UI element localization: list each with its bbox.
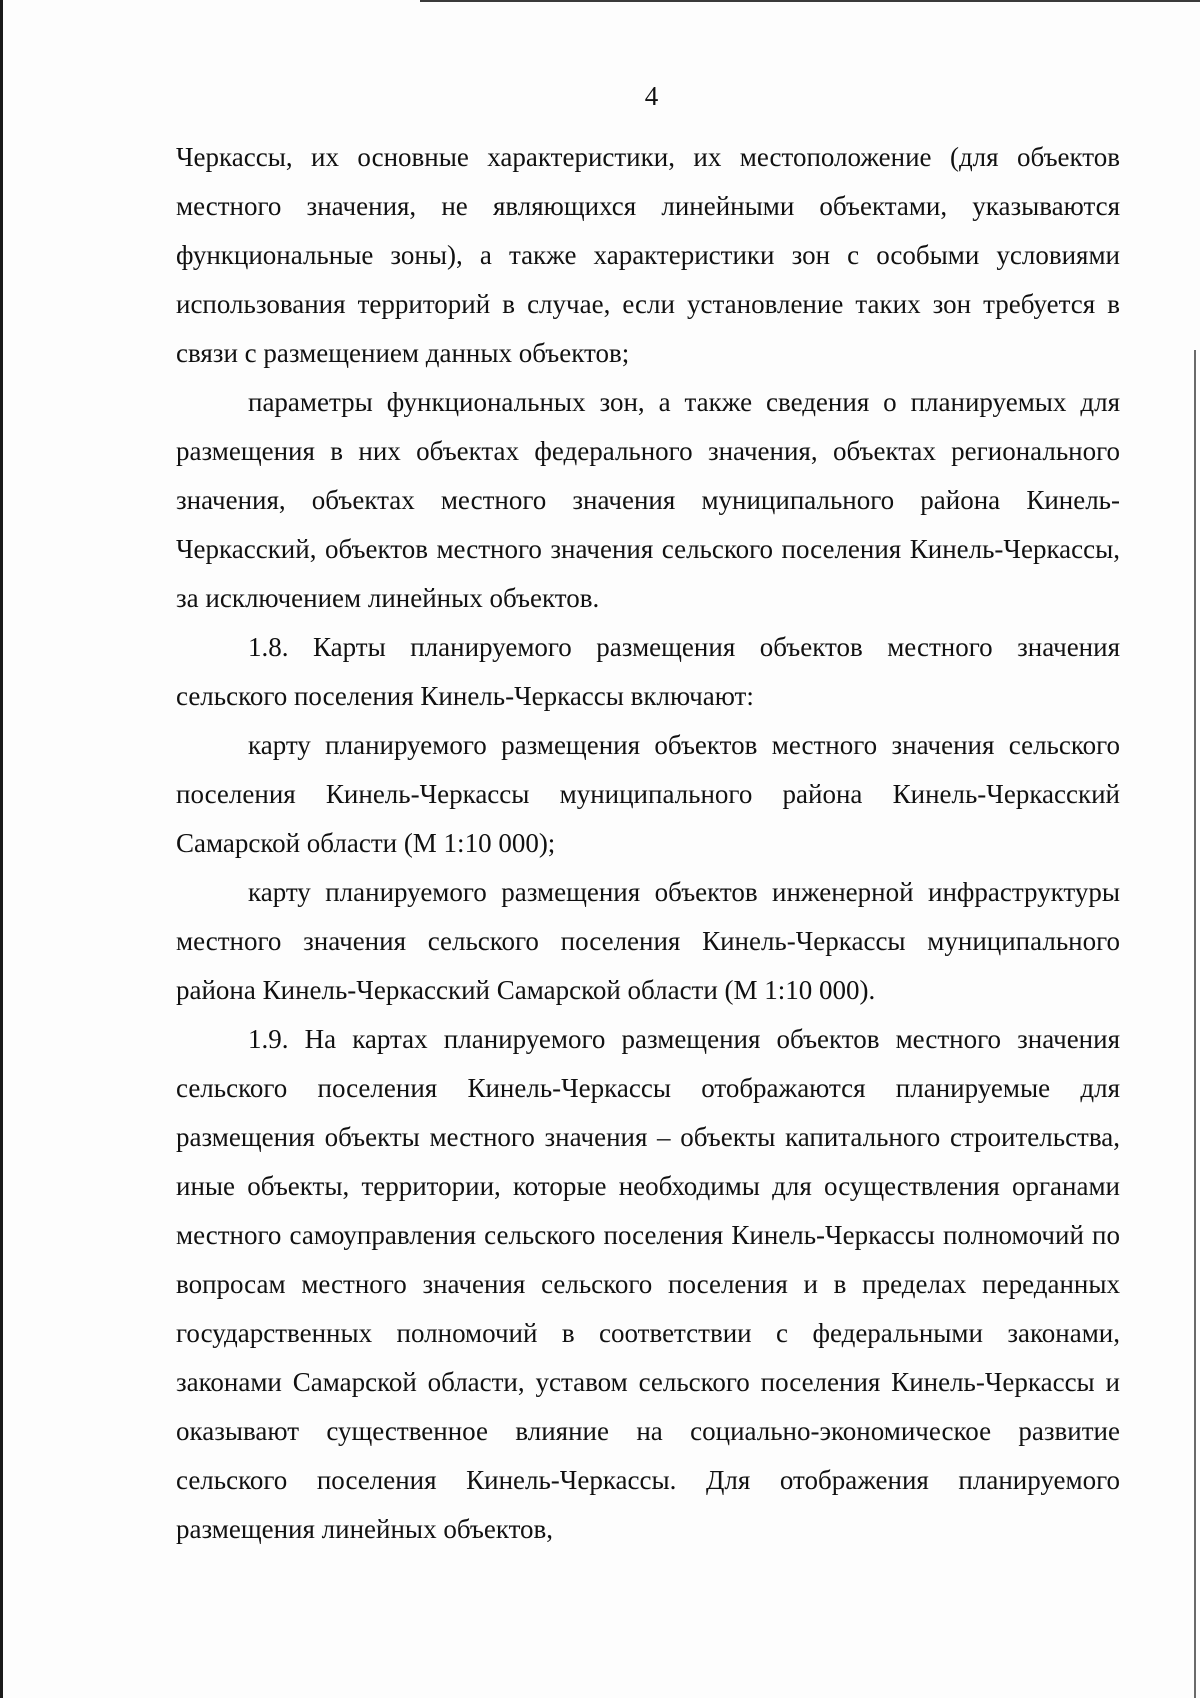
document-body <box>176 133 1120 1554</box>
paragraph-1-9: 1.9. На картах планируемого размещения объектов местного значения сельского поселения Кинель-Черкассы отображаются планируемые для размещения объекты местного значения – объекты капитального строительства, иные объекты, территории, которые необходимы для осуществления органами местного самоуправления сельского поселения Кинель-Черкассы полномочий по вопросам местного значения сельского поселения и в пределах переданных государственных полномочий в соответствии с федеральными законами, законами Самарской области, уставом сельского поселения Кинель-Черкассы и оказывают существенное влияние на социально-экономическое развитие сельского поселения Кинель-Черкассы. Для отображения планируемого размещения линейных объектов, <box>176 1024 1120 1544</box>
paragraph-functional-zones: параметры функциональных зон, а также сведения о планируемых для размещения в них объектах федерального значения, объектах регионального значения, объектах местного значения муниципального района Кинель-Черкасский, объектов местного значения сельского поселения Кинель-Черкассы, за исключением линейных объектов. <box>176 387 1120 613</box>
scan-edge-top <box>420 0 1200 2</box>
paragraph-map-local-objects: карту планируемого размещения объектов местного значения сельского поселения Кинель-Черкассы муниципального района Кинель-Черкасский Самарской области (М 1:10 000); <box>176 730 1120 858</box>
scan-edge-right <box>1194 350 1196 1698</box>
paragraph-continuation: Черкассы, их основные характеристики, их местоположение (для объектов местного значения, не являющихся линейными объектами, указываются функциональные зоны), а также характеристики зон с особыми условиями использования территорий в случае, если установление таких зон требуется в связи с размещением данных объектов; <box>176 142 1120 368</box>
scan-edge-left <box>0 0 3 1698</box>
paragraph-1-8: 1.8. Карты планируемого размещения объектов местного значения сельского поселения Кинель-Черкассы включают: <box>176 632 1120 711</box>
paragraph-map-engineering: карту планируемого размещения объектов инженерной инфраструктуры местного значения сельского поселения Кинель-Черкассы муниципального района Кинель-Черкасский Самарской области (М 1:10 000). <box>176 877 1120 1005</box>
page-number: 4 <box>644 81 659 111</box>
